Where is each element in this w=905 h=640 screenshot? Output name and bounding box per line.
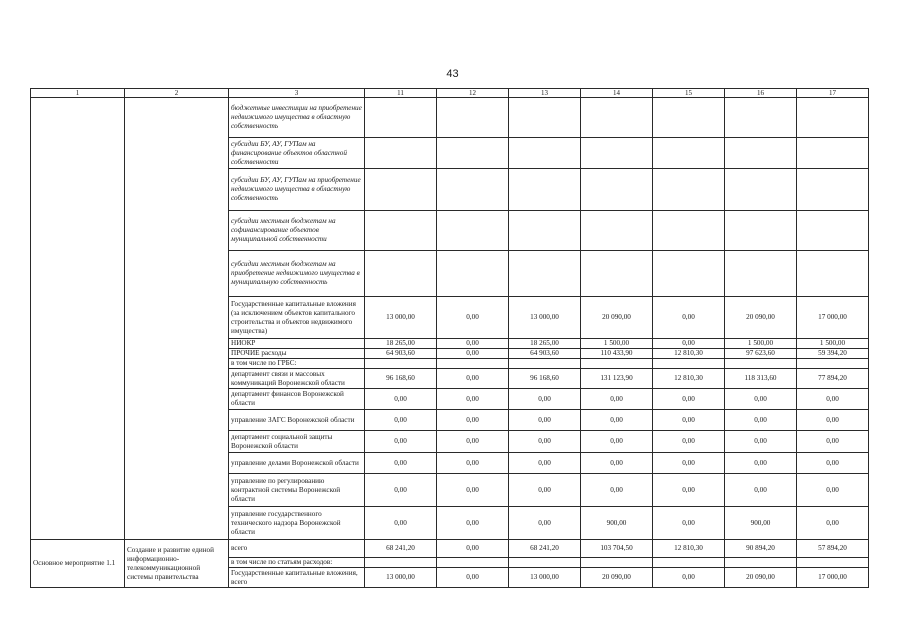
value-cell: 0,00 [509,507,581,540]
value-cell [365,251,437,297]
value-cell [581,211,653,251]
value-cell: 0,00 [653,410,725,431]
value-cell: 110 433,90 [581,349,653,359]
value-cell: 0,00 [797,453,869,474]
value-cell [797,558,869,568]
table-body [31,89,869,588]
value-cell: 0,00 [581,474,653,507]
value-cell [797,138,869,169]
value-cell [797,98,869,138]
value-cell [653,359,725,369]
value-cell: 1 500,00 [581,339,653,349]
value-cell [797,359,869,369]
value-cell: 0,00 [365,389,437,410]
row-label: департамент связи и массовых коммуникаций Воронежской области [229,369,365,389]
header-cell: 13 [509,89,581,98]
value-cell [509,138,581,169]
budget-table [30,88,869,588]
value-cell: 118 313,60 [725,369,797,389]
value-cell: 0,00 [437,474,509,507]
value-cell: 20 090,00 [581,568,653,588]
value-cell: 0,00 [509,410,581,431]
value-cell: 0,00 [509,453,581,474]
value-cell [437,98,509,138]
value-cell [725,169,797,211]
row-label: субсидии местным бюджетам на приобретение недвижимого имущества в муниципальную собственность [229,251,365,297]
value-cell: 0,00 [725,431,797,453]
value-cell [509,251,581,297]
value-cell: 0,00 [725,410,797,431]
header-cell: 1 [31,89,125,98]
value-cell: 20 090,00 [725,568,797,588]
value-cell: 0,00 [437,431,509,453]
header-cell: 16 [725,89,797,98]
value-cell: 13 000,00 [509,297,581,339]
value-cell: 0,00 [437,349,509,359]
value-cell [653,211,725,251]
row-label: ПРОЧИЕ расходы [229,349,365,359]
value-cell: 0,00 [581,453,653,474]
value-cell: 0,00 [581,431,653,453]
value-cell [509,211,581,251]
value-cell [581,138,653,169]
col1-empty-cell [31,98,125,540]
value-cell: 0,00 [437,389,509,410]
value-cell [725,211,797,251]
value-cell: 0,00 [725,453,797,474]
value-cell: 0,00 [653,389,725,410]
value-cell: 0,00 [797,389,869,410]
page-number: 43 [446,68,459,80]
col2-empty-cell [125,98,229,540]
header-row [31,89,869,98]
value-cell [509,169,581,211]
value-cell: 68 241,20 [365,540,437,558]
row-label: НИОКР [229,339,365,349]
value-cell: 96 168,60 [365,369,437,389]
value-cell: 0,00 [437,369,509,389]
value-cell: 0,00 [365,410,437,431]
value-cell: 0,00 [653,474,725,507]
row-label: департамент финансов Воронежской области [229,389,365,410]
row-label: управление делами Воронежской области [229,453,365,474]
value-cell: 0,00 [725,389,797,410]
value-cell [653,138,725,169]
activity-title: Основное мероприятие 1.1 [31,540,125,588]
value-cell: 0,00 [653,568,725,588]
value-cell [725,98,797,138]
value-cell: 96 168,60 [509,369,581,389]
value-cell [725,558,797,568]
value-cell: 64 903,60 [365,349,437,359]
value-cell: 12 810,30 [653,540,725,558]
value-cell [365,138,437,169]
value-cell [653,169,725,211]
value-cell [365,98,437,138]
value-cell: 0,00 [509,389,581,410]
row-label: бюджетные инвестиции на приобретение недвижимого имущества в областную собственность [229,98,365,138]
value-cell: 64 903,60 [509,349,581,359]
value-cell [581,98,653,138]
value-cell: 0,00 [437,540,509,558]
row-label: в том числе по статьям расходов: [229,558,365,568]
row-label: управление государственного технического надзора Воронежской области [229,507,365,540]
value-cell [653,251,725,297]
value-cell: 18 265,00 [365,339,437,349]
value-cell: 0,00 [365,474,437,507]
value-cell: 103 704,50 [581,540,653,558]
value-cell: 18 265,00 [509,339,581,349]
value-cell: 97 623,60 [725,349,797,359]
value-cell [581,558,653,568]
value-cell [581,169,653,211]
value-cell: 20 090,00 [581,297,653,339]
value-cell [725,359,797,369]
value-cell: 0,00 [509,431,581,453]
value-cell: 0,00 [581,389,653,410]
value-cell: 0,00 [797,410,869,431]
value-cell [509,98,581,138]
value-cell: 68 241,20 [509,540,581,558]
value-cell: 77 894,20 [797,369,869,389]
value-cell: 90 894,20 [725,540,797,558]
activity-row [31,540,869,558]
value-cell [437,558,509,568]
value-cell: 0,00 [653,339,725,349]
row-label: субсидии БУ, АУ, ГУПам на финансирование объектов областной собственности [229,138,365,169]
value-cell: 0,00 [509,474,581,507]
value-cell [365,169,437,211]
value-cell [797,251,869,297]
value-cell [509,359,581,369]
value-cell: 20 090,00 [725,297,797,339]
value-cell [509,558,581,568]
value-cell: 900,00 [581,507,653,540]
value-cell: 13 000,00 [365,568,437,588]
value-cell: 59 394,20 [797,349,869,359]
value-cell: 0,00 [437,507,509,540]
value-cell: 12 810,30 [653,349,725,359]
header-cell: 3 [229,89,365,98]
value-cell: 1 500,00 [725,339,797,349]
value-cell [725,138,797,169]
value-cell: 1 500,00 [797,339,869,349]
value-cell: 0,00 [725,474,797,507]
value-cell [437,169,509,211]
value-cell [653,98,725,138]
value-cell: 0,00 [653,297,725,339]
value-cell: 57 894,20 [797,540,869,558]
row-label: субсидии БУ, АУ, ГУПам на приобретение недвижимого имущества в областную собственность [229,169,365,211]
value-cell: 0,00 [437,568,509,588]
value-cell: 17 000,00 [797,297,869,339]
row-label: Государственные капитальные вложения (за исключением объектов капитального строительства и объектов недвижимого имущества) [229,297,365,339]
value-cell [797,211,869,251]
value-cell: 0,00 [365,453,437,474]
value-cell: 0,00 [365,507,437,540]
row-label: в том числе по ГРБС: [229,359,365,369]
table-row [31,98,869,138]
row-label: Государственные капитальные вложения, всего [229,568,365,588]
header-cell: 11 [365,89,437,98]
value-cell [437,211,509,251]
activity-description: Создание и развитие единой информационно-телекоммуникационной системы правительства [125,540,229,588]
value-cell: 0,00 [797,474,869,507]
header-cell: 17 [797,89,869,98]
row-label: управление по регулированию контрактной системы Воронежской области [229,474,365,507]
header-cell: 15 [653,89,725,98]
header-cell: 2 [125,89,229,98]
value-cell: 0,00 [797,507,869,540]
value-cell: 12 810,30 [653,369,725,389]
value-cell [365,558,437,568]
row-label: управление ЗАГС Воронежской области [229,410,365,431]
header-cell: 12 [437,89,509,98]
value-cell [725,251,797,297]
value-cell [653,558,725,568]
value-cell [437,359,509,369]
value-cell [581,251,653,297]
value-cell: 0,00 [581,410,653,431]
value-cell: 0,00 [797,431,869,453]
value-cell [581,359,653,369]
value-cell: 0,00 [653,507,725,540]
value-cell [365,211,437,251]
row-label: департамент социальной защиты Воронежской области [229,431,365,453]
value-cell: 0,00 [437,453,509,474]
row-label: субсидии местным бюджетам на софинансирование объектов муниципальной собственности [229,211,365,251]
value-cell: 131 123,90 [581,369,653,389]
header-cell: 14 [581,89,653,98]
value-cell: 13 000,00 [365,297,437,339]
value-cell: 0,00 [437,410,509,431]
value-cell [437,138,509,169]
value-cell: 13 000,00 [509,568,581,588]
value-cell [797,169,869,211]
value-cell [365,359,437,369]
row-label: всего [229,540,365,558]
value-cell: 0,00 [653,431,725,453]
value-cell: 0,00 [437,297,509,339]
value-cell: 0,00 [365,431,437,453]
value-cell [437,251,509,297]
value-cell: 900,00 [725,507,797,540]
value-cell: 0,00 [437,339,509,349]
value-cell: 0,00 [653,453,725,474]
value-cell: 17 000,00 [797,568,869,588]
